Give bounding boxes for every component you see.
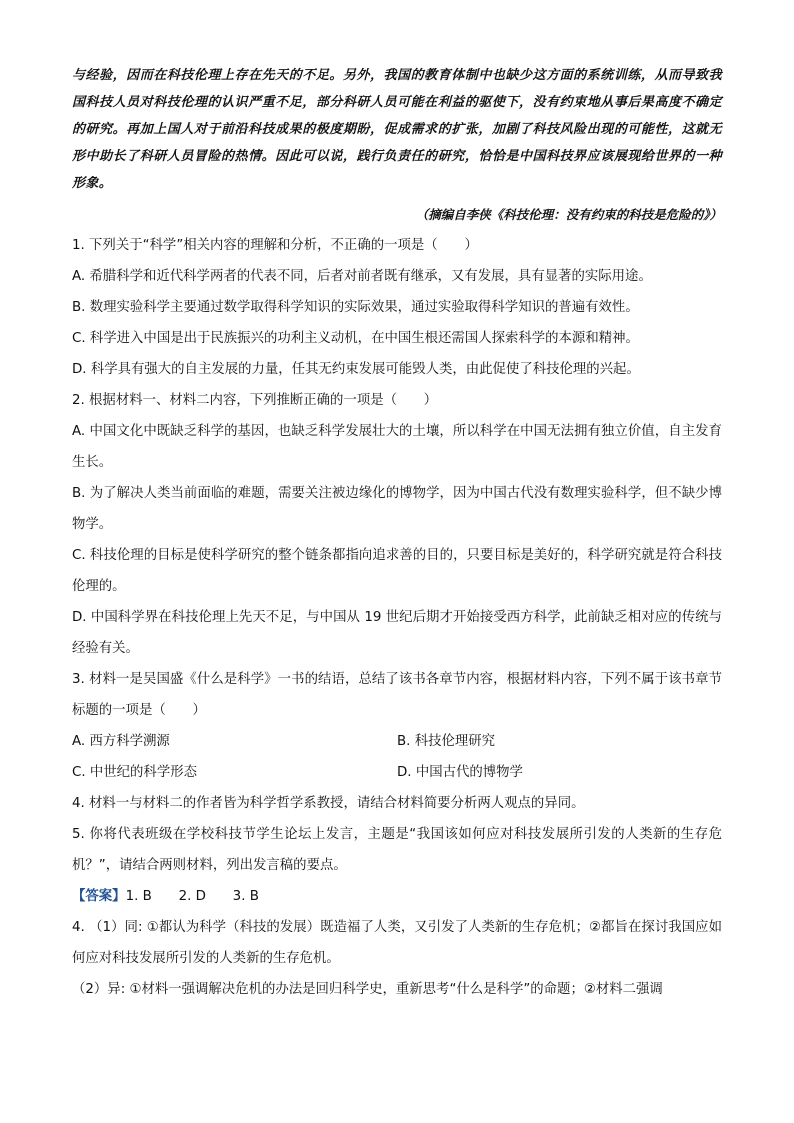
question-1-option-c: C. 科学进入中国是出于民族振兴的功利主义动机，在中国生根还需国人探索科学的本源和精神。: [72, 331, 639, 346]
answer-4-part-1: 4. （1）同: ①都认为科学（科技的发展）既造福了人类，又引发了人类新的生存危机；②都旨在探讨我国应如何应对科技发展所引发的人类新的生存危机。: [72, 920, 722, 966]
question-3-option-d: D. 中国古代的博物学: [397, 765, 523, 780]
passage-source: （摘编自李侠《科技伦理：没有约束的科技是危险的》）: [415, 207, 722, 222]
question-5-stem: 5. 你将代表班级在学校科技节学生论坛上发言，主题是“我国该如何应对科技发展所引发的人类新的生存危机？”，请结合两则材料，列出发言稿的要点。: [72, 827, 722, 873]
question-3-options-row-2: [72, 757, 722, 788]
question-2-option-a: A. 中国文化中既缺乏科学的基因，也缺乏科学发展壮大的土壤，所以科学在中国无法拥有独立价值，自主发育生长。: [72, 424, 722, 470]
passage-paragraph: 与经验，因而在科技伦理上存在先天的不足。另外，我国的教育体制中也缺少这方面的系统训练，从而导致我国科技人员对科技伦理的认识严重不足，部分科研人员可能在利益的驱使下，没有约束地从事后果高度不确定的研究。再加上国人对于前沿科技成果的极度期盼，促成需求的扩张，加剧了科技风险出现的可能性，这就无形中助长了科研人员冒险的热情。因此可以说，践行负责任的研究，恰恰是中国科技界应该展现给世界的一种形象。: [72, 68, 722, 191]
question-1-option-a: A. 希腊科学和近代科学两者的代表不同，后者对前者既有继承，又有发展，具有显著的实际用途。: [72, 269, 652, 284]
answer-choices: 1. B 2. D 3. B: [125, 889, 259, 904]
question-4-stem: 4. 材料一与材料二的作者皆为科学哲学系教授，请结合材料简要分析两人观点的异同。: [72, 796, 585, 811]
question-3-option-c: C. 中世纪的科学形态: [72, 765, 197, 780]
question-3-option-b: B. 科技伦理研究: [397, 734, 496, 749]
question-3-option-a: A. 西方科学溯源: [72, 734, 170, 749]
question-2-option-b: B. 为了解决人类当前面临的难题，需要关注被边缘化的博物学，因为中国古代没有数理实验科学，但不缺少博物学。: [72, 486, 722, 532]
answer-choices-line: [72, 881, 722, 912]
question-1-option-d: D. 科学具有强大的自主发展的力量，任其无约束发展可能毁人类，由此促使了科技伦理的兴起。: [72, 362, 640, 377]
question-3-options-row-1: [72, 726, 722, 757]
question-2-stem: 2. 根据材料一、材料二内容，下列推断正确的一项是（ ）: [72, 393, 438, 408]
document-page: [72, 62, 722, 1005]
question-1-stem: 1. 下列关于“科学”相关内容的理解和分析，不正确的一项是（ ）: [72, 238, 478, 253]
reading-passage: [72, 62, 722, 197]
question-2-option-d: D. 中国科学界在科技伦理上先天不足，与中国从 19 世纪后期才开始接受西方科学，此前缺乏相对应的传统与经验有关。: [72, 610, 722, 656]
answer-label: 【答案】: [72, 889, 126, 904]
question-1-option-b: B. 数理实验科学主要通过数学取得科学知识的实际效果，通过实验取得科学知识的普遍有效性。: [72, 300, 639, 315]
answer-4-part-2: （2）异: ①材料一强调解决危机的办法是回归科学史，重新思考“什么是科学”的命题；②材料二强调: [72, 982, 663, 997]
question-3-stem: 3. 材料一是吴国盛《什么是科学》一书的结语，总结了该书各章节内容，根据材料内容，下列不属于该书章节标题的一项是（ ）: [72, 672, 722, 718]
question-2-option-c: C. 科技伦理的目标是使科学研究的整个链条都指向追求善的目的，只要目标是美好的，科学研究就是符合科技伦理的。: [72, 548, 722, 594]
